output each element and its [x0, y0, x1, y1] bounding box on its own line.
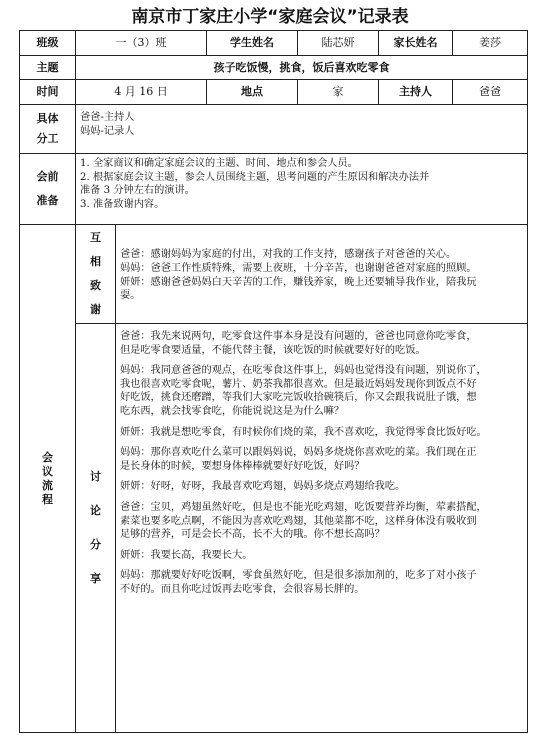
thanks-label-char: 致: [90, 279, 101, 292]
discussion-line: 吃东西，就会找零食吃，你能说说这是为什么嘛？: [120, 405, 345, 417]
meta-row: [20, 80, 528, 105]
thanks-label-char: 谢: [90, 303, 101, 316]
class-label: 班级: [20, 31, 76, 56]
topic-row: [20, 56, 528, 80]
preparation-label-line1: 会前: [36, 170, 59, 183]
thanks-line: 爸爸：感谢妈妈为家庭的付出，对我的工作支持，感谢孩子对爸爸的关心。: [120, 249, 457, 261]
discussion-paragraph: [120, 501, 523, 542]
thanks-label-char: 互: [90, 231, 101, 244]
page-title: 南京市丁家庄小学“家庭会议”记录表: [131, 7, 409, 27]
parent-name-value: 姜莎: [453, 31, 528, 56]
roles-label: [20, 105, 76, 154]
topic-label: 主题: [20, 56, 76, 80]
parent-name-label: 家长姓名: [379, 31, 453, 56]
roles-label-line1: 具体: [36, 112, 59, 125]
discussion-line: 但是吃零食要适量，不能代替主餐，该吃饭的时候就要好好的吃饭。: [120, 344, 426, 356]
discussion-line: 妈妈：我同意爸爸的观点，在吃零食这件事上，妈妈也觉得没有问题，别说你了，: [120, 365, 487, 377]
host-label: 主持人: [379, 80, 453, 105]
class-value: 一（3）班: [76, 31, 207, 56]
discussion-label-char: 讨: [90, 470, 101, 483]
preparation-line: 准备 3 分钟左右的演讲。: [80, 185, 195, 197]
discussion-line: 是长身体的时候，要想身体棒棒就要好好吃饭，好吗？: [120, 460, 365, 472]
discussion-line: 爸爸：我先来说两句，吃零食这件事本身是没有问题的，爸爸也同意你吃零食，: [120, 331, 477, 342]
discussion-label-char: 分: [90, 538, 101, 551]
process-label-char: 程: [42, 492, 53, 506]
time-value: 4 月 16 日: [76, 80, 207, 105]
preparation-label: [20, 154, 76, 225]
roles-line: 爸爸-主持人: [80, 112, 135, 123]
roles-line: 妈妈-记录人: [80, 125, 135, 137]
discussion-line: 素菜也要多吃点啊，不能因为喜欢吃鸡翅，其他菜都不吃，这样身体没有吸收到: [120, 515, 477, 527]
discussion-paragraph: [120, 549, 523, 563]
roles-row: [20, 105, 528, 154]
discussion-line: 好吃饭，挑食还磨蹭，等我们大家吃完饭收拾碗筷后，你又会跟我说肚子饿，想: [120, 392, 477, 404]
discussion-paragraph: [120, 330, 523, 357]
preparation-line: 2. 根据家庭会议主题，参会人员围绕主题，思考问题的产生原因和解决办法并: [80, 171, 430, 183]
thanks-label: [76, 225, 116, 324]
discussion-line: 不好的。而且你吃过饭再去吃零食，会很容易长胖的。: [120, 583, 365, 595]
discussion-line: 我也很喜欢吃零食呢，薯片、奶茶我都很喜欢。但是最近妈妈发现你到饭点不好: [120, 378, 477, 390]
process-label-char: 流: [42, 478, 53, 492]
record-table: [19, 30, 528, 733]
header-row: [20, 31, 528, 56]
host-value: 爸爸: [453, 80, 528, 105]
discussion-paragraph: [120, 446, 523, 473]
discussion-line: 妈妈：那你喜欢吃什么菜可以跟妈妈说，妈妈多烧烧你喜欢吃的菜。我们现在正: [120, 447, 477, 459]
student-name-label: 学生姓名: [207, 31, 298, 56]
discussion-line: 妍妍：我要长高，我要长大。: [120, 549, 253, 561]
thanks-line: 妍妍：感谢爸爸妈妈白天辛苦的工作，赚钱养家，晚上还要辅导我作业，陪我玩: [120, 276, 477, 288]
student-name-value: 陆芯妍: [298, 31, 379, 56]
roles-content: [76, 105, 528, 154]
thanks-content: [116, 225, 528, 324]
process-label-char: 会: [42, 450, 53, 464]
discussion-paragraph: [120, 569, 523, 596]
discussion-row: [20, 324, 528, 733]
thanks-line: 耍。: [120, 290, 141, 302]
discussion-line: 妍妍：好呀，好呀，我最喜欢吃鸡翅，妈妈多烧点鸡翅给我吃。: [120, 481, 406, 493]
discussion-label-char: 论: [90, 504, 101, 517]
roles-label-line2: 分工: [36, 132, 59, 145]
discussion-label-char: 享: [90, 572, 101, 585]
preparation-line: 1. 全家商议和确定家庭会议的主题、时间、地点和参会人员。: [80, 158, 358, 169]
discussion-line: 爸爸：宝贝，鸡翅虽然好吃，但是也不能光吃鸡翅，吃饭要营养均衡，荤素搭配，: [120, 501, 487, 513]
discussion-content: [116, 324, 528, 733]
preparation-row: [20, 154, 528, 225]
process-label-char: 议: [42, 464, 53, 478]
place-value: 家: [298, 80, 379, 105]
discussion-label: [76, 324, 116, 733]
discussion-paragraph: [120, 364, 523, 418]
time-label: 时间: [20, 80, 76, 105]
discussion-line: 妈妈：那就要好好吃饭啊，零食虽然好吃，但是很多添加剂的，吃多了对小孩子: [120, 570, 477, 582]
process-label: [20, 225, 76, 733]
preparation-content: [76, 154, 528, 225]
preparation-line: 3. 准备致谢内容。: [80, 198, 165, 210]
place-label: 地点: [207, 80, 298, 105]
preparation-label-line2: 准备: [36, 194, 59, 207]
discussion-paragraph: [120, 480, 523, 494]
thanks-label-char: 相: [90, 255, 101, 268]
discussion-line: 足够的营养，可是会长不高，长不大的哦。你不想长高吗？: [120, 529, 385, 541]
thanks-row: [20, 225, 528, 324]
thanks-line: 妈妈：爸爸工作性质特殊，需要上夜班，十分辛苦，也谢谢爸爸对家庭的照顾。: [120, 262, 477, 274]
discussion-paragraph: [120, 426, 523, 440]
discussion-line: 妍妍：我就是想吃零食，有时候你们烧的菜，我不喜欢吃，我觉得零食比饭好吃。: [120, 426, 487, 438]
topic-value: 孩子吃饭慢，挑食，饭后喜欢吃零食: [76, 56, 528, 80]
